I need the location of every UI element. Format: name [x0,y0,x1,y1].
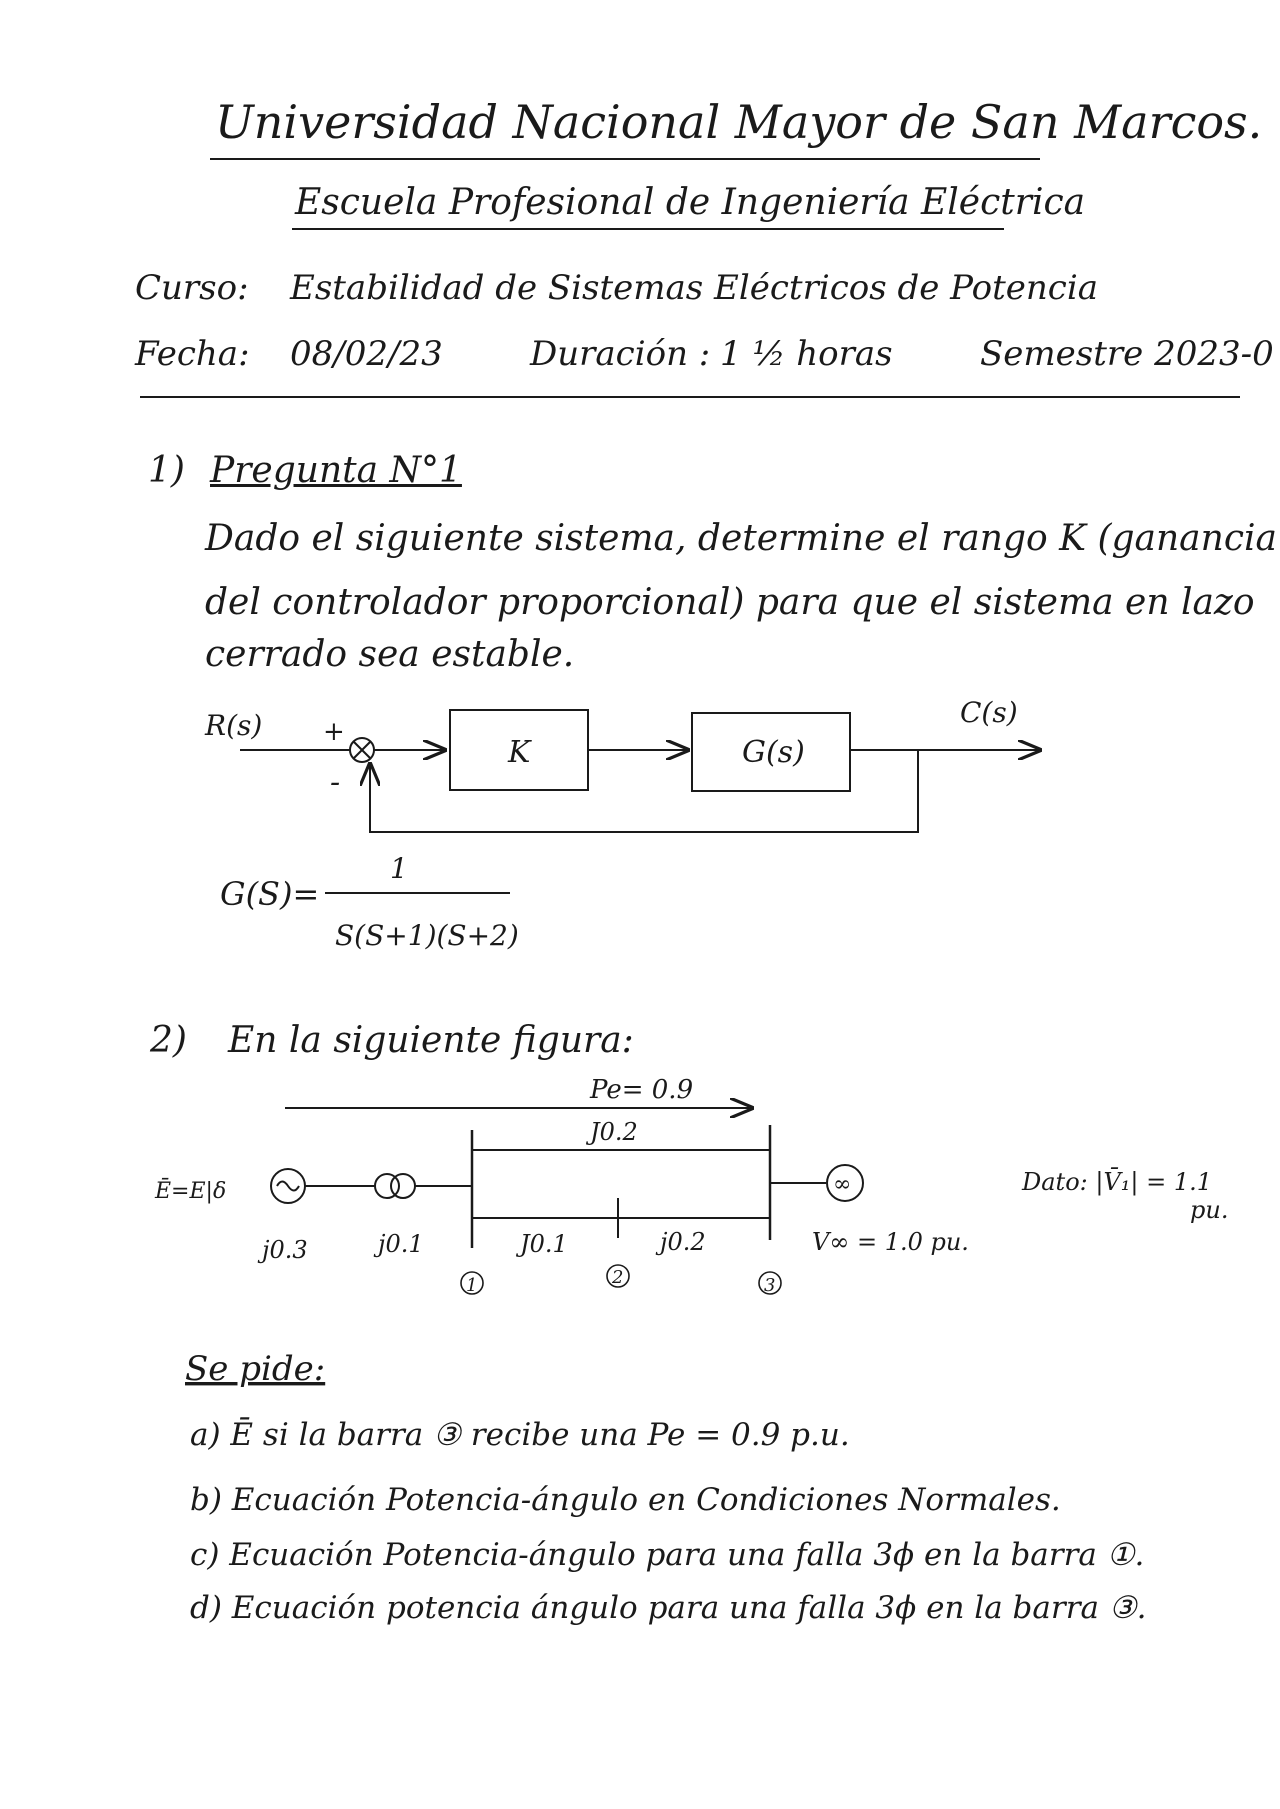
question1-line1: Dado el siguiente sistema, determine el rango K (ganancia [205,518,1277,559]
equation-lhs: G(S)= [220,875,320,913]
bus1-number: 1 [466,1275,478,1296]
question1-line3: cerrado sea estable. [205,634,575,675]
block-k-label: K [508,735,531,770]
source-label: Ē=E|δ [155,1179,227,1204]
date-label: Fecha: [135,334,250,374]
bus3-number: 3 [764,1275,776,1296]
transformer-coil-b [391,1174,415,1198]
infinite-bus-voltage: V∞ = 1.0 pu. [812,1228,969,1256]
input-label: R(s) [205,709,263,742]
question1-number: 1) [148,450,185,491]
question1-title: Pregunta N°1 [210,450,462,491]
bottom-left-reactance: J0.1 [520,1230,568,1258]
bus2-number: 2 [612,1267,624,1288]
bottom-right-reactance: j0.2 [660,1228,706,1256]
university-name: Universidad Nacional Mayor de San Marcos. [215,95,1263,149]
ask-c: c) Ecuación Potencia-ángulo para una falla 3ϕ en la barra ①. [190,1537,1145,1573]
transfer-function [220,852,519,952]
equation-denominator: S(S+1)(S+2) [335,919,519,952]
question2-number: 2) [150,1020,187,1061]
summing-minus: - [330,765,341,800]
duration-label: Duración : [530,334,711,374]
top-line-reactance: J0.2 [590,1118,638,1146]
ask-d: d) Ecuación potencia ángulo para una falla 3ϕ en la barra ③. [190,1590,1147,1626]
semester: Semestre 2023-0 [980,334,1274,374]
transformer-reactance: j0.1 [378,1230,424,1258]
course-value: Estabilidad de Sistemas Eléctricos de Potencia [290,268,1098,308]
summing-plus: + [323,717,345,747]
given-data-unit: pu. [1190,1196,1229,1224]
asks-title: Se pide: [185,1349,326,1389]
date-value: 08/02/23 [290,334,443,374]
output-label: C(s) [960,696,1018,729]
school-name: Escuela Profesional de Ingeniería Eléctrica [295,182,1086,223]
block-diagram [204,696,1040,832]
equation-numerator: 1 [390,852,408,885]
generator-reactance: j0.3 [262,1236,308,1264]
generator-sine [277,1182,299,1191]
ask-b: b) Ecuación Potencia-ángulo en Condiciones Normales. [190,1482,1061,1518]
pe-label: Pe= 0.9 [590,1075,694,1105]
given-data-label: Dato: |V̄₁| = 1.1 [1022,1168,1213,1196]
block-g-label: G(s) [742,735,805,770]
question1-line2: del controlador proporcional) para que el sistema en lazo [205,582,1255,623]
infinite-bus-label: ∞ [833,1172,852,1197]
duration-value: 1 ½ horas [720,334,893,374]
question2-intro: En la siguiente figura: [228,1020,634,1061]
power-system-diagram [154,1075,1228,1296]
ask-a: a) Ē si la barra ③ recibe una Pe = 0.9 p.u. [190,1417,850,1453]
course-label: Curso: [135,268,249,308]
